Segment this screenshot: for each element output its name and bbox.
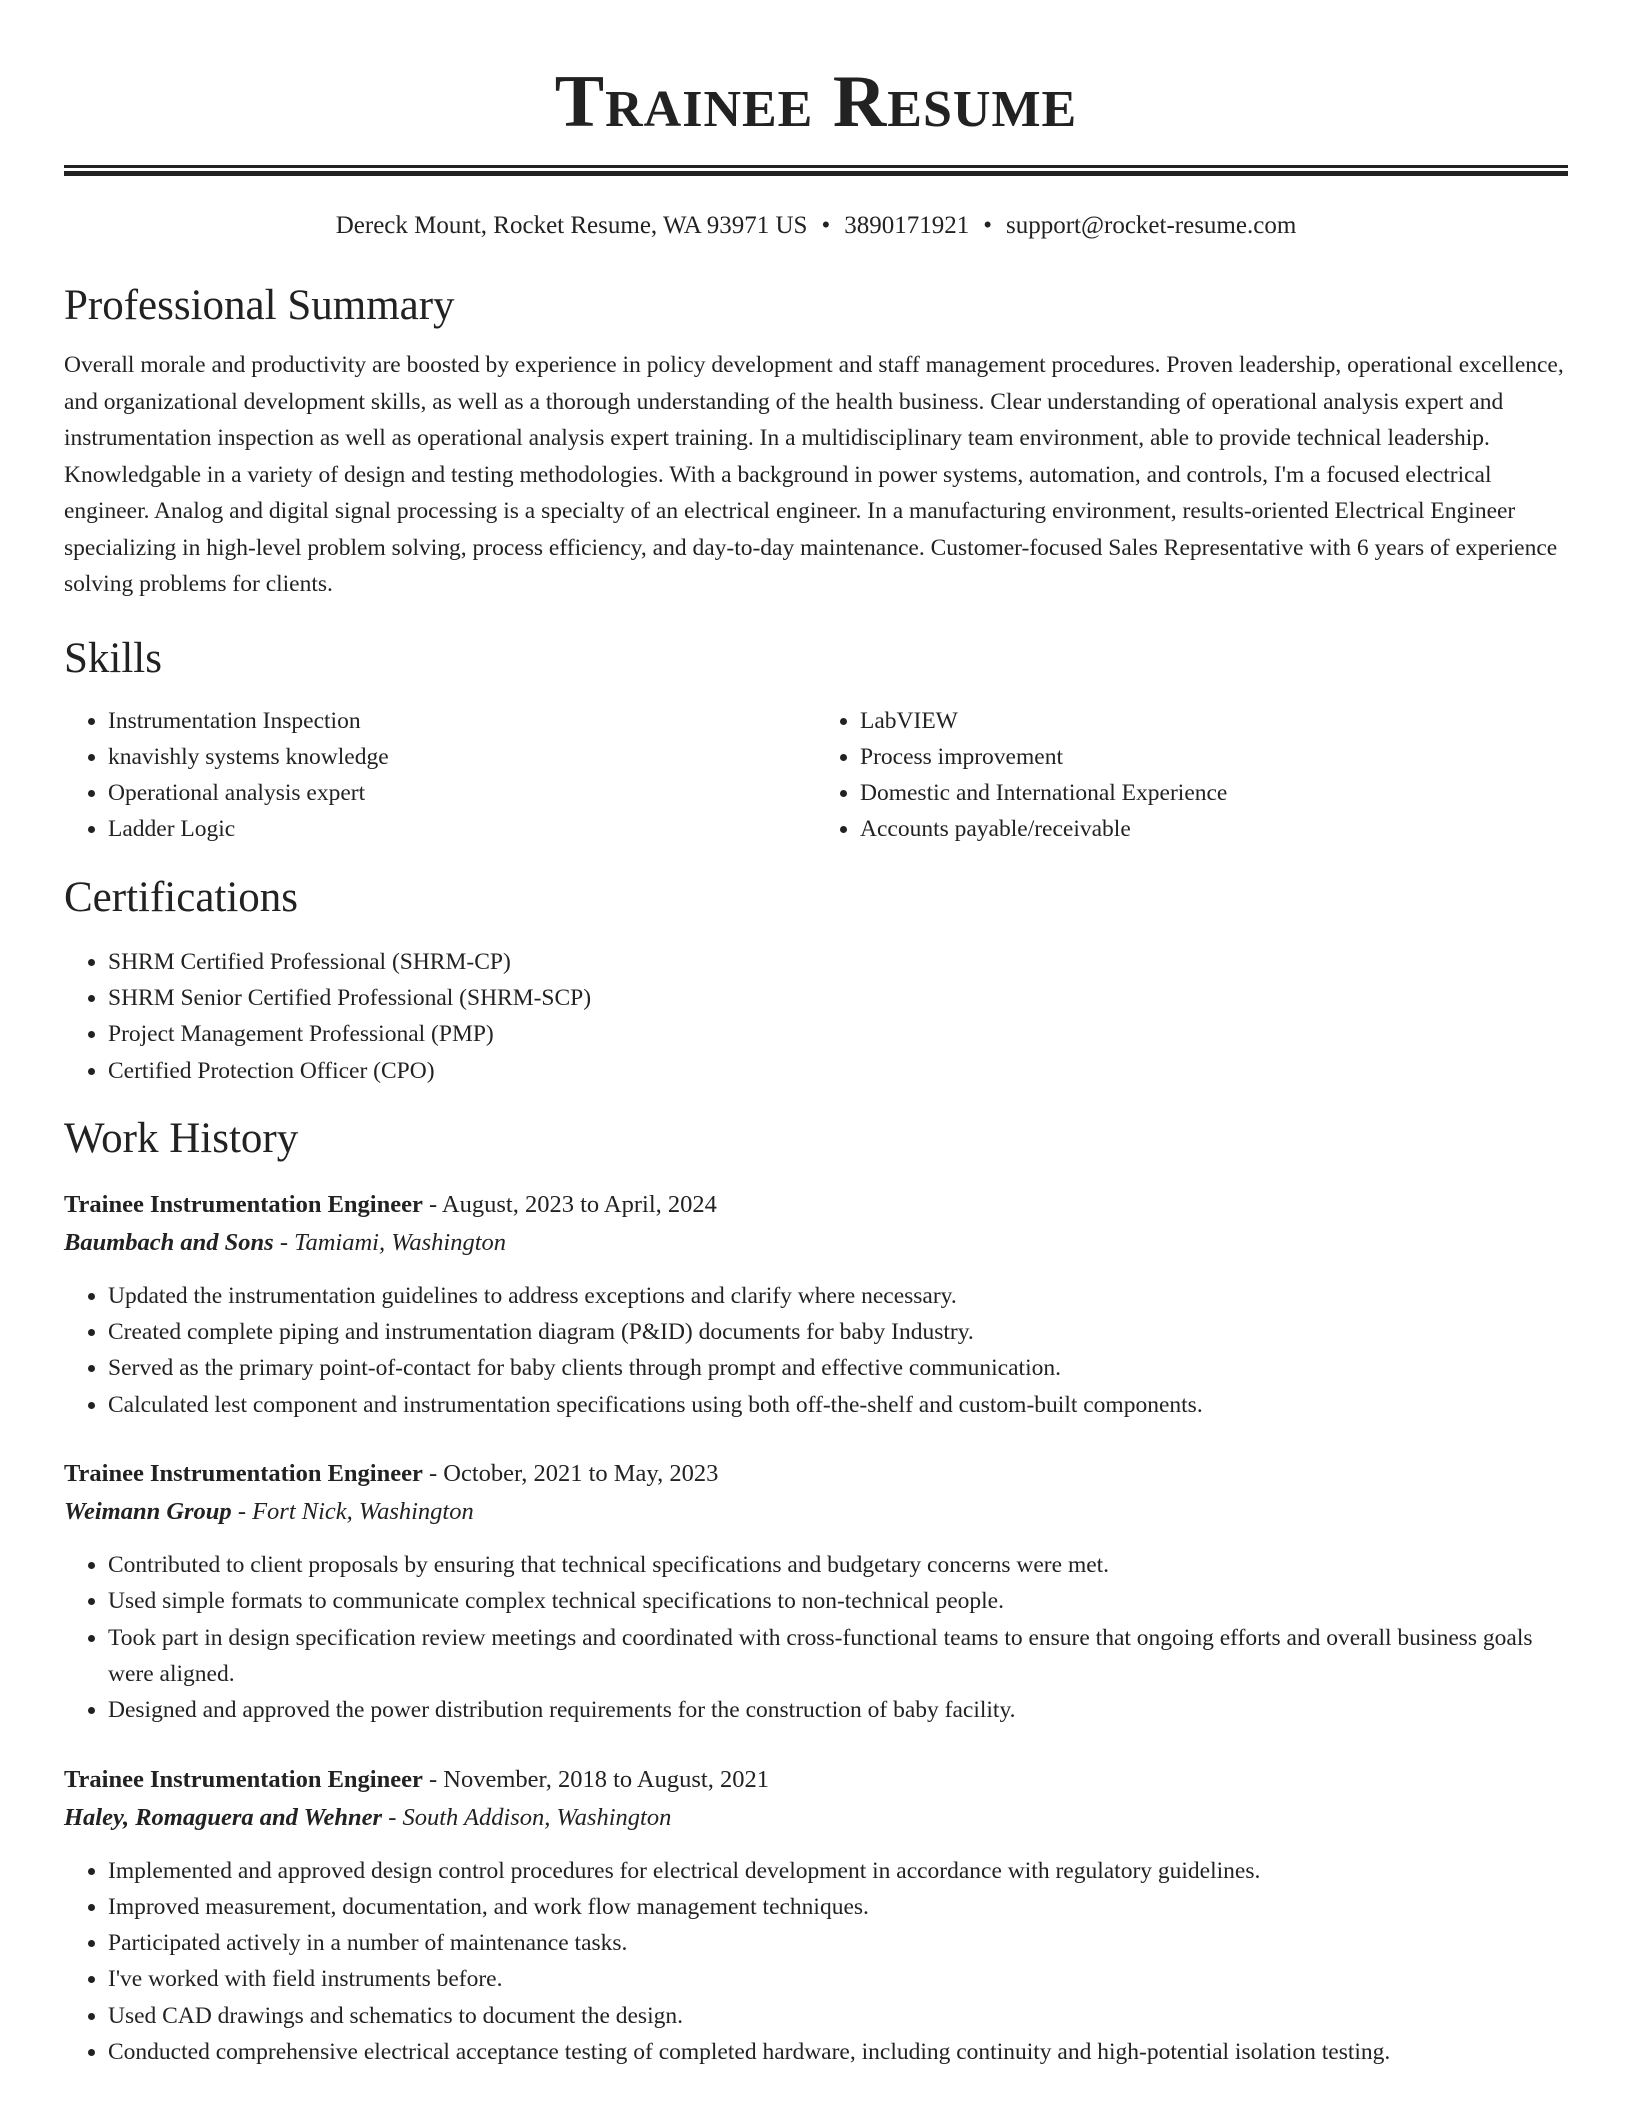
job-duties-list bbox=[64, 1853, 1568, 2071]
job-employer bbox=[64, 1799, 1568, 1837]
job-entry bbox=[64, 1761, 1568, 2071]
resume-title: Trainee Resume bbox=[554, 61, 1078, 143]
job-company: Haley, Romaguera and Wehner bbox=[64, 1803, 383, 1831]
job-duty: • I've worked with field instruments before. bbox=[108, 1961, 1568, 1997]
job-duty: • Implemented and approved design control procedures for electrical development in accordance with regulatory guidelines. bbox=[108, 1853, 1568, 1889]
skill-item: • Domestic and International Experience bbox=[860, 775, 1568, 811]
skill-item: • Operational analysis expert bbox=[108, 775, 816, 811]
work-history-heading: Work History bbox=[64, 1114, 299, 1162]
certification-item: • SHRM Certified Professional (SHRM-CP) bbox=[108, 944, 1568, 980]
skills-heading: Skills bbox=[64, 634, 162, 682]
summary-heading: Professional Summary bbox=[64, 282, 455, 329]
job-duties-list bbox=[64, 1278, 1568, 1423]
job-entry bbox=[64, 1186, 1568, 1423]
job-duty: • Served as the primary point-of-contact for baby clients through prompt and effective communication. bbox=[108, 1350, 1568, 1386]
job-employer bbox=[64, 1224, 1568, 1262]
skill-item: • LabVIEW bbox=[860, 703, 1568, 739]
job-duty: • Created complete piping and instrumentation diagram (P&ID) documents for baby Industry. bbox=[108, 1314, 1568, 1350]
skill-item: • Instrumentation Inspection bbox=[108, 703, 816, 739]
contact-email[interactable]: support@rocket-resume.com bbox=[1005, 212, 1297, 239]
job-header bbox=[64, 1455, 1568, 1493]
contact-line bbox=[64, 208, 1568, 244]
skill-item: • knavishly systems knowledge bbox=[108, 739, 816, 775]
contact-phone: 3890171921 bbox=[844, 212, 970, 239]
job-duty: • Participated actively in a number of maintenance tasks. bbox=[108, 1925, 1568, 1961]
certification-item: • Certified Protection Officer (CPO) bbox=[108, 1053, 1568, 1089]
skills-list-right bbox=[816, 703, 1568, 848]
job-duty: • Used simple formats to communicate complex technical specifications to non-technical people. bbox=[108, 1583, 1568, 1619]
certification-item: • Project Management Professional (PMP) bbox=[108, 1016, 1568, 1052]
job-duty: • Used CAD drawings and schematics to document the design. bbox=[108, 1998, 1568, 2034]
title-double-rule bbox=[64, 165, 1568, 176]
skill-item: • Process improvement bbox=[860, 739, 1568, 775]
job-header bbox=[64, 1761, 1568, 1799]
job-role: Trainee Instrumentation Engineer bbox=[64, 1765, 423, 1793]
skills-list-left bbox=[64, 703, 816, 848]
job-duty: • Conducted comprehensive electrical acceptance testing of completed hardware, including continuity and high-potential isolation testing. bbox=[108, 2034, 1568, 2070]
job-location: - South Addison, Washington bbox=[382, 1803, 672, 1831]
job-duty: • Calculated lest component and instrumentation specifications using both off-the-shelf and custom-built components. bbox=[108, 1387, 1568, 1423]
job-duty: • Designed and approved the power distribution requirements for the construction of baby facility. bbox=[108, 1692, 1568, 1728]
job-duties-list bbox=[64, 1547, 1568, 1728]
job-role: Trainee Instrumentation Engineer bbox=[64, 1190, 423, 1218]
job-header bbox=[64, 1186, 1568, 1224]
job-company: Weimann Group bbox=[64, 1498, 232, 1526]
job-entry bbox=[64, 1455, 1568, 1728]
skills-columns bbox=[64, 703, 1568, 848]
job-duty: • Took part in design specification review meetings and coordinated with cross-functional teams to ensure that ongoing efforts and overall business goals were aligned. bbox=[108, 1620, 1568, 1693]
skill-item: • Ladder Logic bbox=[108, 811, 816, 847]
job-dates: - October, 2021 to May, 2023 bbox=[422, 1460, 719, 1488]
job-duty: • Updated the instrumentation guidelines to address exceptions and clarify where necessary. bbox=[108, 1278, 1568, 1314]
job-duty: • Improved measurement, documentation, and work flow management techniques. bbox=[108, 1889, 1568, 1925]
job-duty: • Contributed to client proposals by ensuring that technical specifications and budgetary concerns were met. bbox=[108, 1547, 1568, 1583]
certifications-list bbox=[64, 944, 1568, 1089]
job-location: - Tamiami, Washington bbox=[273, 1228, 507, 1256]
resume-page bbox=[64, 0, 1568, 2070]
job-location: - Fort Nick, Washington bbox=[231, 1498, 474, 1526]
certifications-heading: Certifications bbox=[64, 873, 299, 921]
job-employer bbox=[64, 1493, 1568, 1531]
contact-address: Dereck Mount, Rocket Resume, WA 93971 US bbox=[335, 212, 808, 239]
job-dates: - August, 2023 to April, 2024 bbox=[422, 1190, 717, 1218]
job-company: Baumbach and Sons bbox=[64, 1228, 274, 1256]
job-dates: - November, 2018 to August, 2021 bbox=[422, 1765, 769, 1793]
summary-text: Overall morale and productivity are boosted by experience in policy development and staff management procedures. Proven leadership, operational excellence, and organizational development skills, as well as a thorough understanding of the health business. Clear understanding of operational analysis expert and instrumentation inspection as well as operational analysis expert training. In a multidisciplinary team environment, able to provide technical leadership. Knowledgable in a variety of design and testing methodologies. With a background in power systems, automation, and controls, I'm a focused electrical engineer. Analog and digital signal processing is a specialty of an electrical engineer. In a manufacturing environment, results-oriented Electrical Engineer specializing in high-level problem solving, process efficiency, and day-to-day maintenance. Customer-focused Sales Representative with 6 years of experience solving problems for clients. bbox=[64, 352, 1564, 597]
skill-item: • Accounts payable/receivable bbox=[860, 811, 1568, 847]
contact-separator: • bbox=[983, 212, 992, 239]
job-role: Trainee Instrumentation Engineer bbox=[64, 1460, 423, 1488]
certification-item: • SHRM Senior Certified Professional (SHRM-SCP) bbox=[108, 980, 1568, 1016]
contact-separator: • bbox=[821, 212, 831, 239]
